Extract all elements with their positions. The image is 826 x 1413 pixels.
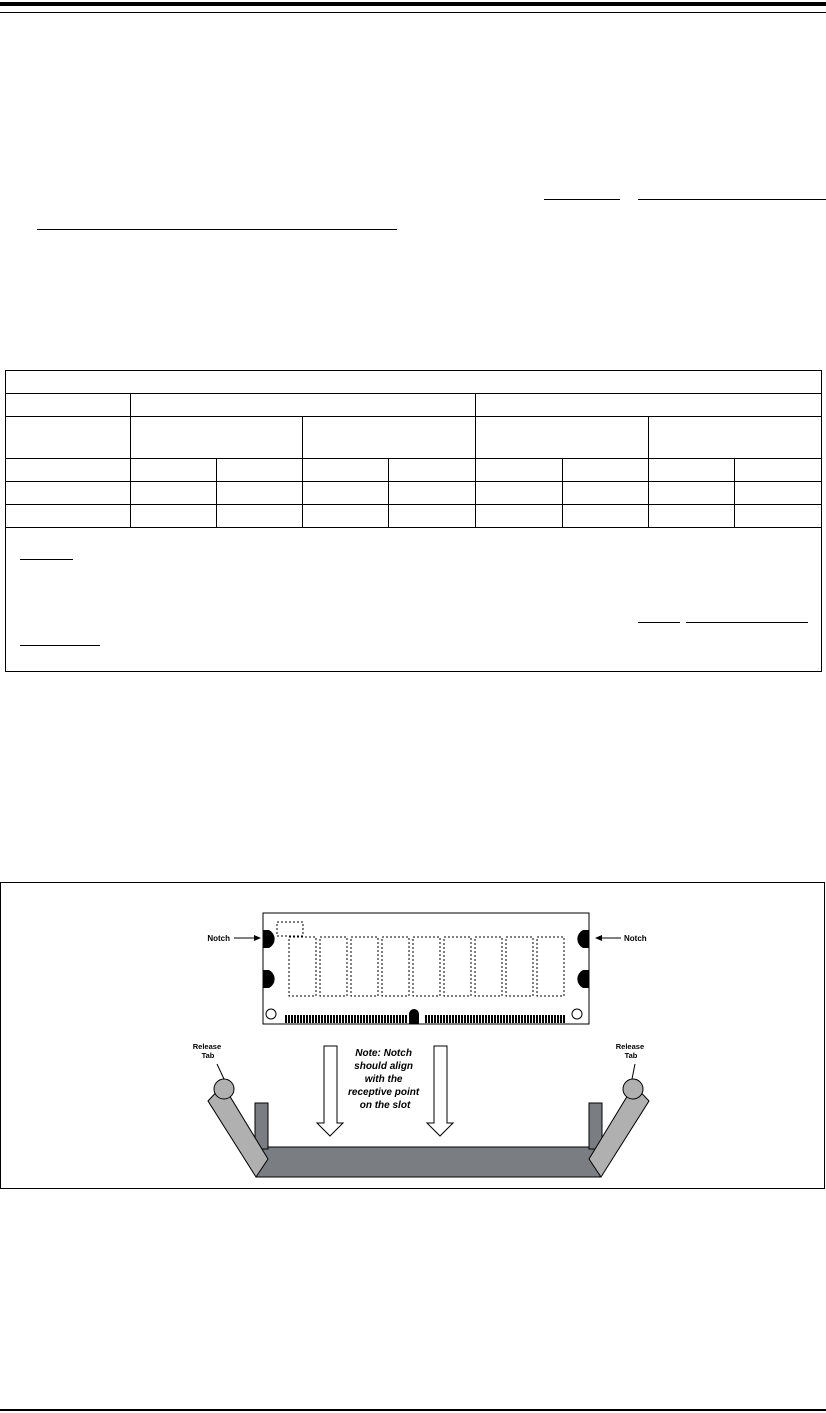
contact-pin: [309, 1015, 311, 1023]
contact-pin: [372, 1015, 374, 1023]
contact-pin: [521, 1015, 523, 1023]
contact-pin: [324, 1015, 326, 1023]
underline-fragment: [37, 229, 397, 230]
contact-pin: [303, 1015, 305, 1023]
contact-pin: [363, 1015, 365, 1023]
notes-underline: [20, 559, 73, 560]
contact-pin: [354, 1015, 356, 1023]
contact-pin: [321, 1015, 323, 1023]
contact-pin: [539, 1015, 541, 1023]
contact-pin: [366, 1015, 368, 1023]
contact-pin: [333, 1015, 335, 1023]
contact-pin: [357, 1015, 359, 1023]
contact-pin: [548, 1015, 550, 1023]
contact-pin: [336, 1015, 338, 1023]
contact-pin: [345, 1015, 347, 1023]
contact-pin: [542, 1015, 544, 1023]
contact-pin: [560, 1015, 562, 1023]
header-rule-thin: [0, 12, 826, 13]
contact-pin: [446, 1015, 448, 1023]
memory-module: [263, 913, 589, 1024]
contact-pin: [530, 1015, 532, 1023]
release-tab-left-knob: [214, 1079, 234, 1099]
contact-pin: [390, 1015, 392, 1023]
contact-pin: [437, 1015, 439, 1023]
notes-underline: [20, 645, 100, 646]
dimm-installation-figure: [0, 882, 825, 1189]
contact-pin: [399, 1015, 401, 1023]
contact-pin: [527, 1015, 529, 1023]
contact-pin: [506, 1015, 508, 1023]
contact-pin: [351, 1015, 353, 1023]
contact-pin: [470, 1015, 472, 1023]
contact-pin: [458, 1015, 460, 1023]
contact-pin: [375, 1015, 377, 1023]
contact-pin: [330, 1015, 332, 1023]
contact-pin: [491, 1015, 493, 1023]
notch-alignment-note: Note: Notch should align with the receptive point on the slot: [348, 1048, 420, 1111]
contact-pin: [518, 1015, 520, 1023]
contact-pin: [515, 1015, 517, 1023]
insert-arrow-right: [427, 1046, 453, 1136]
contact-pin: [297, 1015, 299, 1023]
contact-pin: [434, 1015, 436, 1023]
release-tab-label-right: Release Tab: [615, 1042, 645, 1060]
notes-underline: [638, 622, 680, 623]
contact-pin: [488, 1015, 490, 1023]
contact-pin: [467, 1015, 469, 1023]
contact-pin: [288, 1015, 290, 1023]
contact-pin: [285, 1015, 287, 1023]
contact-pins-right: [425, 1015, 565, 1023]
contact-pin: [485, 1015, 487, 1023]
contact-pin: [554, 1015, 556, 1023]
contact-pin: [497, 1015, 499, 1023]
contact-pin: [339, 1015, 341, 1023]
contact-pin: [563, 1015, 565, 1023]
insert-arrow-left: [317, 1046, 343, 1136]
contact-pin: [378, 1015, 380, 1023]
contact-pin: [533, 1015, 535, 1023]
contact-pin: [306, 1015, 308, 1023]
contact-pin: [393, 1015, 395, 1023]
dimm-slot: [256, 1147, 600, 1177]
contact-pin: [294, 1015, 296, 1023]
notch-label-left: Notch: [207, 934, 230, 943]
notch-label-right: Notch: [624, 934, 647, 943]
contact-pin: [455, 1015, 457, 1023]
contact-pin: [536, 1015, 538, 1023]
contact-pin: [473, 1015, 475, 1023]
contact-pin: [369, 1015, 371, 1023]
contact-pin: [381, 1015, 383, 1023]
contact-pin: [387, 1015, 389, 1023]
contact-pin: [315, 1015, 317, 1023]
contact-pin: [291, 1015, 293, 1023]
notes-underline: [686, 622, 808, 623]
memory-table: [5, 370, 822, 672]
contact-pin: [348, 1015, 350, 1023]
contact-pin: [402, 1015, 404, 1023]
contact-pin: [342, 1015, 344, 1023]
contact-pin: [443, 1015, 445, 1023]
contact-pin: [464, 1015, 466, 1023]
contact-pin: [503, 1015, 505, 1023]
contact-pin: [449, 1015, 451, 1023]
contact-pin: [360, 1015, 362, 1023]
footer-rule: [0, 1409, 826, 1411]
contact-pin: [512, 1015, 514, 1023]
module-key-notch: [409, 1009, 419, 1024]
contact-pin: [500, 1015, 502, 1023]
header-rule: [0, 2, 826, 6]
contact-pin: [300, 1015, 302, 1023]
release-tab-right-knob: [623, 1079, 643, 1099]
underline-fragment: [544, 199, 620, 200]
contact-pin: [327, 1015, 329, 1023]
contact-pin: [524, 1015, 526, 1023]
underline-fragment: [638, 199, 826, 200]
contact-pin: [509, 1015, 511, 1023]
contact-pin: [312, 1015, 314, 1023]
contact-pin: [551, 1015, 553, 1023]
contact-pin: [428, 1015, 430, 1023]
contact-pin: [405, 1015, 407, 1023]
release-tab-label-left: Release Tab: [192, 1042, 222, 1060]
contact-pins-left: [285, 1015, 407, 1023]
contact-pin: [440, 1015, 442, 1023]
contact-pin: [461, 1015, 463, 1023]
contact-pin: [545, 1015, 547, 1023]
contact-pin: [318, 1015, 320, 1023]
contact-pin: [425, 1015, 427, 1023]
contact-pin: [479, 1015, 481, 1023]
contact-pin: [452, 1015, 454, 1023]
contact-pin: [431, 1015, 433, 1023]
contact-pin: [557, 1015, 559, 1023]
contact-pin: [482, 1015, 484, 1023]
contact-pin: [396, 1015, 398, 1023]
contact-pin: [384, 1015, 386, 1023]
contact-pin: [476, 1015, 478, 1023]
contact-pin: [494, 1015, 496, 1023]
